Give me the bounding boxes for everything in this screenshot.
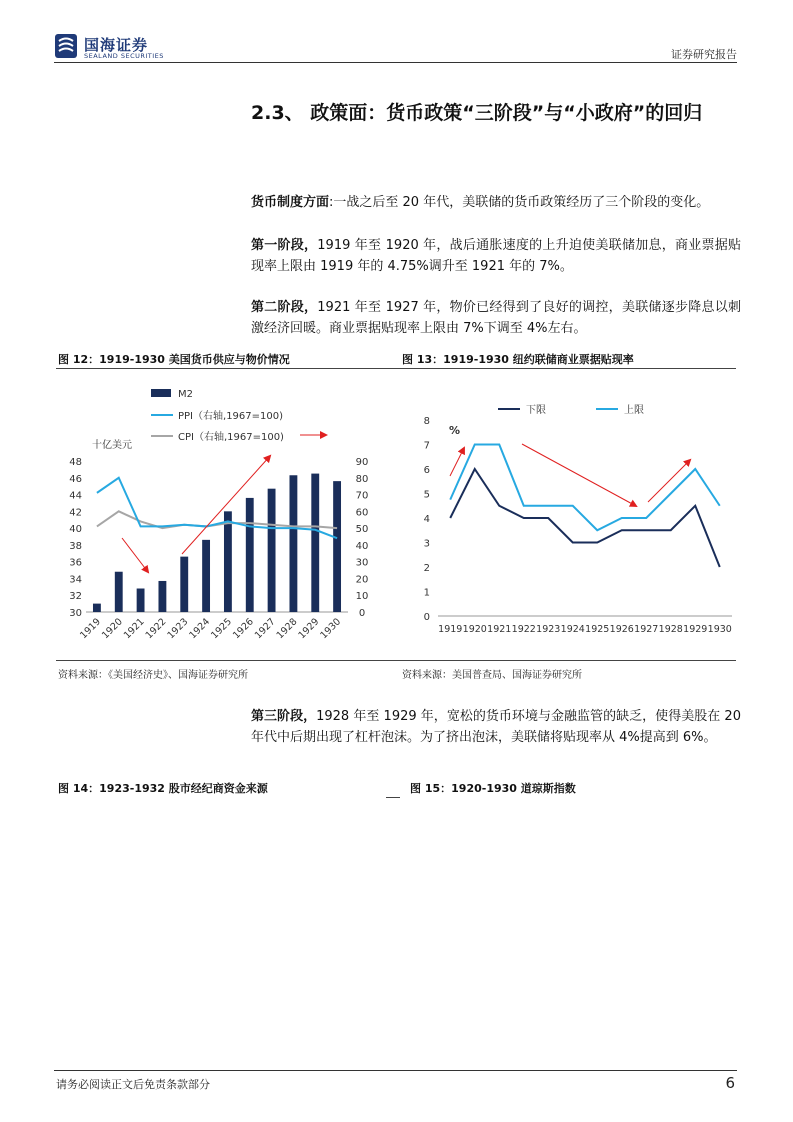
- x-axis-tick-label: 1929: [683, 624, 708, 635]
- x-axis-tick-label: 1929: [296, 616, 322, 642]
- figure-bottom-rule: [56, 660, 736, 661]
- x-axis-tick-label: 1922: [511, 624, 536, 635]
- x-axis-tick-label: 1919: [438, 624, 463, 635]
- x-axis-tick-label: 1921: [487, 624, 512, 635]
- header-divider: [54, 62, 737, 63]
- figure-14-title: 图 14：1923-1932 股市经纪商资金来源: [58, 782, 268, 795]
- m2-bar: [158, 581, 166, 612]
- left-axis-tick-label: 30: [69, 608, 82, 619]
- right-axis-tick-label: 90: [355, 457, 369, 468]
- ppi-line: [97, 478, 337, 538]
- x-axis-tick-label: 1923: [165, 616, 191, 642]
- figure-13-chart: [402, 372, 737, 657]
- legend-m2-label: M2: [178, 389, 193, 400]
- x-axis-tick-label: 1927: [634, 624, 659, 635]
- m2-bar: [246, 498, 254, 612]
- figure-13-source: 资料来源：美国普查局、国海证券研究所: [402, 670, 582, 681]
- x-axis-tick-label: 1920: [462, 624, 487, 635]
- y-axis-tick-label: 8: [423, 416, 430, 427]
- money-supply-price-chart: [56, 372, 376, 657]
- figure-12-source: 资料来源：《美国经济史》、国海证券研究所: [58, 670, 248, 681]
- legend-upper-label: 上限: [624, 405, 644, 416]
- left-axis-tick-label: 38: [69, 540, 82, 552]
- right-axis-tick-label: 30: [355, 557, 369, 569]
- x-axis-tick-label: 1928: [274, 616, 300, 642]
- legend-ppi-label: PPI（右轴,1967=100): [178, 411, 284, 422]
- left-axis-tick-label: 40: [69, 524, 82, 536]
- right-axis-tick-label: 60: [355, 507, 369, 519]
- m2-bar: [224, 511, 232, 612]
- m2-bar: [202, 540, 210, 612]
- right-axis-tick-label: 80: [355, 473, 369, 485]
- left-axis-tick-label: 34: [69, 574, 82, 586]
- left-axis-tick-label: 42: [69, 507, 82, 519]
- x-axis-tick-label: 1930: [707, 624, 732, 635]
- footer-disclaimer: 请务必阅读正文后免责条款部分: [56, 1078, 210, 1091]
- trend-arrow-down: [522, 444, 636, 506]
- left-axis-tick-label: 44: [69, 490, 82, 502]
- discount-rate-chart: [402, 372, 737, 657]
- right-axis-tick-label: 10: [355, 591, 369, 603]
- trend-arrow-down: [122, 538, 148, 572]
- paragraph-stage-three: [251, 706, 741, 748]
- x-axis-tick-label: 1921: [121, 616, 147, 642]
- company-logo: [54, 33, 184, 61]
- x-axis-tick-label: 1925: [209, 616, 235, 642]
- m2-bar: [311, 474, 319, 612]
- y-axis-tick-label: 3: [423, 538, 430, 550]
- legend-cpi-label: CPI（右轴,1967=100): [178, 432, 284, 443]
- footer-divider: [54, 1070, 737, 1071]
- x-axis-tick-label: 1925: [585, 624, 610, 635]
- page-number: 6: [725, 1074, 735, 1092]
- left-axis-tick-label: 32: [69, 591, 82, 603]
- x-axis-tick-label: 1927: [252, 616, 278, 642]
- logo-english-name: SEALAND SECURITIES: [84, 52, 164, 60]
- legend-m2-swatch: [151, 389, 171, 397]
- x-axis-tick-label: 1920: [99, 616, 125, 642]
- m2-bar: [180, 557, 188, 612]
- paragraph-lead: 第二阶段，: [251, 300, 318, 315]
- figure-12-title: 图 12：1919-1930 美国货币供应与物价情况: [58, 353, 290, 366]
- m2-bar: [137, 589, 145, 612]
- figure-top-rule: [56, 368, 736, 369]
- section-title: 2.3、 政策面：货币政策“三阶段”与“小政府”的回归: [251, 102, 703, 124]
- report-type-label: 证券研究报告: [671, 48, 737, 61]
- sealand-logo-icon: [54, 33, 78, 59]
- figure-13-title: 图 13：1919-1930 纽约联储商业票据贴现率: [402, 353, 634, 366]
- figure-12-chart: [56, 372, 376, 657]
- paragraph-monetary-system: [251, 192, 741, 213]
- right-axis-tick-label: 40: [355, 540, 369, 552]
- right-axis-tick-label: 0: [358, 608, 366, 619]
- y-axis-tick-label: 7: [423, 440, 430, 452]
- left-axis-tick-label: 46: [69, 473, 82, 485]
- left-axis-unit-label: 十亿美元: [92, 440, 132, 451]
- y-axis-tick-label: 5: [423, 489, 430, 501]
- x-axis-tick-label: 1924: [560, 624, 585, 635]
- figure-15-title: 图 15：1920-1930 道琼斯指数: [410, 782, 576, 795]
- m2-bar: [268, 489, 276, 612]
- m2-bar: [289, 475, 297, 612]
- left-axis-tick-label: 48: [69, 457, 82, 468]
- legend-lower-label: 下限: [526, 405, 546, 416]
- y-axis-tick-label: 0: [423, 612, 430, 623]
- x-axis-tick-label: 1928: [658, 624, 683, 635]
- x-axis-tick-label: 1923: [536, 624, 561, 635]
- paragraph-lead: 第一阶段，: [251, 238, 318, 253]
- paragraph-body: 1928 年至 1929 年，宽松的货币环境与金融监管的缺乏，使得美股在 20 年代中后期出现了杠杆泡沫。为了挤出泡沫，美联储将贴现率从 4%提高到 6%。: [251, 709, 741, 745]
- x-axis-tick-label: 1922: [143, 616, 169, 642]
- x-axis-tick-label: 1930: [318, 616, 344, 642]
- right-axis-tick-label: 70: [355, 490, 369, 502]
- m2-bar: [115, 572, 123, 612]
- upper-bound-line: [450, 445, 720, 531]
- x-axis-tick-label: 1926: [609, 624, 634, 635]
- y-axis-unit-label: %: [449, 424, 461, 437]
- y-axis-tick-label: 2: [423, 563, 430, 574]
- y-axis-tick-label: 1: [423, 587, 430, 599]
- logo-chinese-name: 国海证券: [84, 36, 149, 54]
- paragraph-lead: 第三阶段，: [251, 709, 317, 724]
- paragraph-stage-two: [251, 297, 741, 339]
- figure-15-marker: [386, 797, 400, 798]
- x-axis-tick-label: 1926: [230, 616, 256, 642]
- x-axis-tick-label: 1924: [187, 616, 213, 642]
- paragraph-body: :一战之后至 20 年代，美联储的货币政策经历了三个阶段的变化。: [329, 195, 710, 210]
- right-axis-tick-label: 50: [355, 524, 369, 536]
- y-axis-tick-label: 4: [423, 514, 430, 525]
- paragraph-body: 1919 年至 1920 年，战后通胀速度的上升迫使美联储加息，商业票据贴现率上限由 1919 年的 4.75%调升至 1921 年的 7%。: [251, 238, 741, 274]
- right-axis-tick-label: 20: [355, 574, 369, 586]
- m2-bar: [93, 604, 101, 612]
- cpi-line: [97, 511, 337, 528]
- paragraph-body: 1921 年至 1927 年，物价已经得到了良好的调控，美联储逐步降息以刺激经济回暖。商业票据贴现率上限由 7%下调至 4%左右。: [251, 300, 741, 336]
- left-axis-tick-label: 36: [69, 557, 82, 569]
- paragraph-stage-one: [251, 235, 741, 277]
- x-axis-tick-label: 1919: [78, 616, 104, 642]
- y-axis-tick-label: 6: [423, 465, 430, 476]
- paragraph-lead: 货币制度方面: [251, 195, 330, 210]
- m2-bar: [333, 481, 341, 612]
